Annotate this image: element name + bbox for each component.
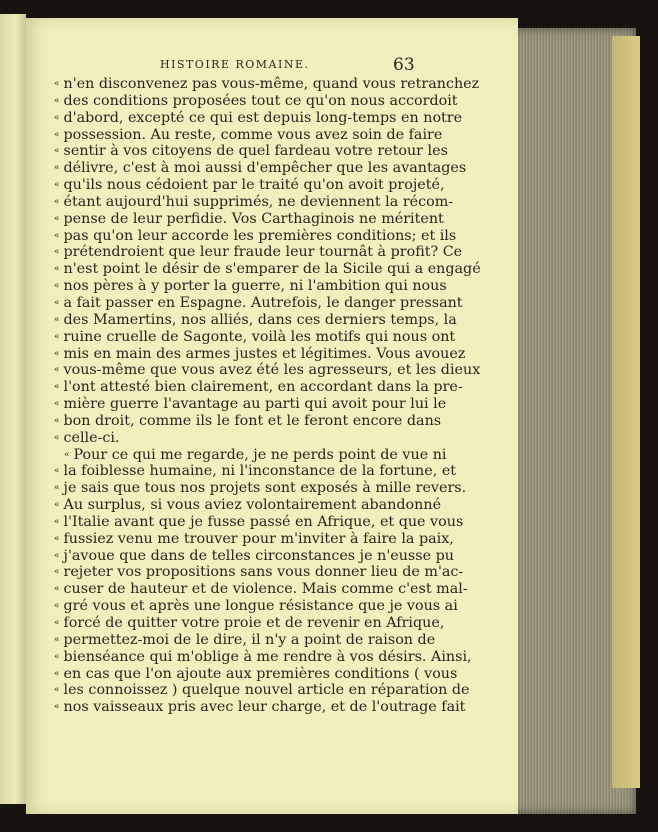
text-line (54, 193, 454, 211)
quote-mark: « (54, 281, 60, 292)
quote-mark: « (54, 213, 60, 224)
quote-mark: « (54, 314, 60, 325)
text-line (54, 631, 436, 649)
line-text: pas qu'on leur accorde les premières conditions; et ils (63, 227, 457, 244)
text-line (54, 143, 448, 160)
line-text: Pour ce qui me regarde, je ne perds point de vue ni (73, 446, 447, 463)
quote-mark: « (54, 550, 60, 561)
text-line (54, 682, 470, 699)
line-text: fussiez venu me trouver pour m'inviter à faire la paix, (63, 530, 454, 547)
quote-mark: « (54, 95, 60, 106)
quote-mark: « (54, 79, 60, 89)
line-text: sentir à vos citoyens de quel fardeau votre retour les (63, 143, 448, 160)
running-title: HISTOIRE ROMAINE. (160, 58, 310, 71)
quote-mark: « (54, 533, 60, 544)
text-line (54, 615, 445, 632)
text-line (54, 362, 481, 379)
quote-mark: « (54, 634, 60, 645)
quote-mark: « (54, 146, 60, 157)
quote-mark: « (54, 196, 60, 207)
quote-mark: « (54, 702, 60, 713)
quote-mark: « (54, 584, 60, 595)
quote-mark: « (54, 264, 60, 275)
text-line (54, 244, 463, 261)
text-line (54, 328, 456, 346)
quote-mark: « (54, 516, 60, 527)
line-text: prétendroient que leur fraude leur tournât à profit? Ce (63, 244, 463, 261)
quote-mark: « (54, 163, 60, 174)
quote-mark: « (54, 230, 60, 241)
line-text: mière guerre l'avantage au parti qui avoit pour lui le (63, 396, 447, 413)
text-line (54, 396, 447, 413)
text-line (54, 177, 445, 194)
quote-mark: « (54, 365, 60, 376)
line-text: qu'ils nous cédoient par le traité qu'on avoit projeté, (63, 177, 445, 194)
text-line (54, 160, 467, 177)
text-line (54, 210, 444, 228)
line-text: mis en main des armes justes et légitimes. Vous avouez (63, 345, 466, 362)
text-line (54, 513, 464, 531)
text-line (54, 480, 467, 497)
text-line (54, 648, 472, 666)
line-text: cuser de hauteur et de violence. Mais comme c'est mal- (63, 581, 468, 598)
quote-mark: « (54, 415, 60, 426)
line-text: ruine cruelle de Sagonte, voilà les motifs qui nous ont (63, 328, 456, 345)
quote-mark: « (54, 685, 60, 696)
line-text: délivre, c'est à moi aussi d'empêcher que les avantages (63, 160, 467, 177)
quote-mark: « (54, 247, 60, 258)
line-text: forcé de quitter votre proie et de revenir en Afrique, (63, 615, 445, 631)
text-line (54, 430, 414, 447)
text-line (54, 581, 468, 598)
text-line (54, 311, 457, 329)
quote-mark: « (54, 651, 60, 662)
line-text: permettez-moi de le dire, il n'y a point de raison de (63, 631, 436, 648)
quote-mark: « (54, 567, 60, 578)
text-line (54, 109, 463, 127)
quote-mark: « (54, 129, 60, 140)
back-cover-edge (612, 36, 640, 788)
line-text: étant aujourd'hui supprimés, ne deviennent la récom- (63, 193, 454, 210)
quote-mark: « (54, 180, 60, 191)
line-text: rejeter vos propositions sans vous donner lieu de m'ac- (63, 564, 464, 581)
line-text: celle-ci. (63, 429, 120, 446)
line-text: en cas que l'on ajoute aux premières conditions ( vous (63, 665, 458, 682)
quote-mark: « (54, 466, 60, 477)
line-text: n'en disconvenez pas vous-même, quand vous retranchez (63, 76, 480, 92)
line-text: les connoissez ) quelque nouvel article en réparation de (63, 682, 470, 699)
line-text: nos pères à y porter la guerre, ni l'ambition qui nous (63, 278, 447, 295)
line-text: l'Italie avant que je fusse passé en Afrique, et que vous (63, 513, 464, 530)
text-line (54, 412, 442, 430)
line-text: Au surplus, si vous aviez volontairement abandonné (63, 497, 442, 514)
line-text: n'est point le désir de s'emparer de la Sicile qui a engagé (63, 261, 481, 278)
body-text (54, 76, 481, 716)
text-line (54, 463, 457, 480)
line-text: d'abord, excepté ce qui est depuis long-temps en notre (63, 109, 463, 126)
quote-mark: « (54, 500, 60, 511)
text-line (54, 227, 457, 245)
quote-mark: « (54, 618, 60, 628)
text-line (54, 547, 454, 565)
line-text: l'ont attesté bien clairement, en accordant dans la pre- (63, 379, 463, 396)
quote-mark: « (54, 297, 60, 308)
line-text: bienséance qui m'oblige à me rendre à vos désirs. Ainsi, (63, 648, 472, 665)
text-line (54, 699, 466, 716)
line-text: la foiblesse humaine, ni l'inconstance de la fortune, et (63, 463, 457, 480)
quote-mark: « (54, 483, 60, 494)
line-text: des conditions proposées tout ce qu'on nous accordoit (63, 92, 458, 109)
quote-mark: « (54, 112, 60, 123)
quote-mark: « (54, 348, 60, 359)
line-text: a fait passer en Espagne. Autrefois, le danger pressant (63, 294, 463, 311)
line-text: je sais que tous nos projets sont exposés à mille revers. (63, 480, 467, 497)
text-line (54, 598, 458, 615)
text-line (54, 92, 458, 110)
line-text: j'avoue que dans de telles circonstances je n'eusse pu (63, 547, 454, 564)
page-number: 63 (393, 55, 415, 75)
line-text: pense de leur perfidie. Vos Carthaginois ne méritent (63, 210, 444, 227)
text-line (54, 126, 443, 144)
facing-page-edge (0, 14, 26, 804)
text-line (54, 564, 464, 581)
line-text: possession. Au reste, comme vous avez soin de faire (63, 126, 443, 143)
text-line (54, 294, 463, 312)
quote-mark: « (54, 382, 60, 393)
quote-mark: « (54, 601, 60, 612)
line-text: des Mamertins, nos alliés, dans ces derniers temps, la (63, 311, 457, 328)
quote-mark: « (54, 331, 60, 342)
line-text: vous-même que vous avez été les agresseurs, et les dieux (63, 362, 481, 379)
text-line (54, 278, 447, 295)
line-text: bon droit, comme ils le font et le feront encore dans (63, 412, 442, 429)
text-line (54, 261, 481, 278)
quote-mark: « (64, 449, 70, 460)
text-line (54, 530, 454, 548)
text-line (54, 497, 442, 514)
quote-mark: « (54, 399, 60, 410)
text-line (54, 345, 466, 363)
line-text: nos vaisseaux pris avec leur charge, et de l'outrage fait (63, 699, 466, 716)
text-line (54, 665, 458, 683)
quote-mark: « (54, 432, 60, 443)
text-line (54, 446, 447, 464)
quote-mark: « (54, 668, 60, 679)
line-text: gré vous et après une longue résistance que je vous ai (63, 598, 458, 615)
text-line (54, 379, 463, 396)
text-line (54, 76, 480, 93)
